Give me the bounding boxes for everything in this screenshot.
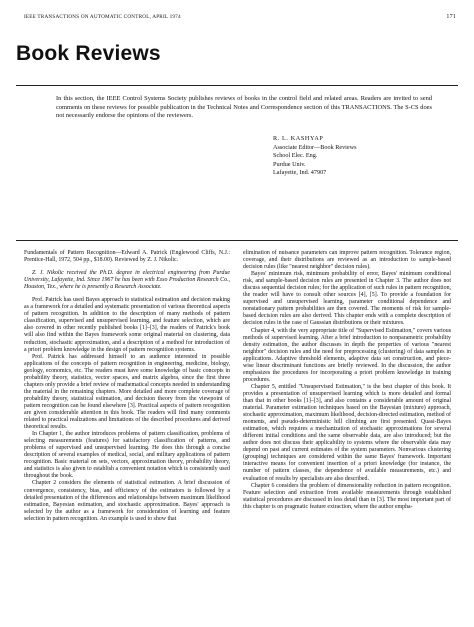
left-column bbox=[24, 250, 230, 523]
review-paragraph: elimination of nuisance parameters can improve pattern recognition. Tolerance region, coverage, and their distributions are reviewed as an introduction to sample-based decision rules (like "nearest neighbor" decision rules). bbox=[243, 250, 451, 271]
editor-address bbox=[273, 135, 357, 178]
review-paragraph: Chapter 4, with the very appropriate title of "Supervised Estimation," covers various methods of supervised learning. After a brief introduction to nonparametric probability density estimation, the author discusses in depth the properties of various "nearest neighbor" decision rules and the need for preprocessing (clustering) of data samples in applications. Adaptive threshold elements, adaptive data set construction, and piece-wise linear discriminant functions are briefly reviewed. In the discussion, the author emphasizes the procedures for incorporating a priori problem knowledge in training procedures. bbox=[243, 327, 451, 383]
editor-title: Associate Editor—Book Reviews bbox=[273, 143, 357, 151]
reviewer-bio: Z. J. Nikolic received the Ph.D. degree in electrical engineering from Purdue University, Lafayette, Ind. Since 1967 he has been with Esso Production Research Co., Houston, Tex., where he is presently a Research Associate. bbox=[24, 270, 230, 291]
review-paragraph: Prof. Patrick has addressed himself to an audience interested in possible applications of the concepts of pattern recognition in engineering, medicine, biology, geology, economics, etc. The readers must have some knowledge of basic concepts in probability theory, statistics, vector spaces, and matrix algebra, since the first three chapters only provide a brief review of mathematical concepts needed in understanding the material in the remaining chapters. More detailed and more complete coverage of probability theory, statistical estimation, and decision theory from the viewpoint of pattern recognition can be found elsewhere [3]. Practical aspects of pattern recognition are given considerable attention in this book. The readers will find many comments related to practical realizations and limitations of the described procedures and derived theoretical results. bbox=[24, 353, 230, 431]
intro-bottom-divider bbox=[16, 240, 458, 241]
running-title: IEEE TRANSACTIONS ON AUTOMATIC CONTROL, APRIL 1974 bbox=[24, 14, 181, 20]
section-intro: In this section, the IEEE Control Systems Society publishes reviews of books in the control field and related areas. Readers are invited to send comments on these reviews for possible publication in the Technical Notes and Correspondence section of this TRANSACTIONS. The S-CS does not necessarily endorse the opinions of the reviewers. bbox=[56, 95, 432, 120]
review-paragraph: Chapter 5, entitled "Unsupervised Estimation," is the best chapter of this book. It provides a presentation of unsupervised learning which is more detailed and formal than that in other books [1]–[3], and also contains a considerable amount of original material. Parameter estimation techniques based on the Bayesian (mixture) approach, stochastic approximation, maximum likelihood, decision-directed estimation, method of moments, and pseudo-deterministic hill climbing are first presented. Quasi-Bayes estimation, which requires a mechanization of stochastic approximations for several different initial conditions and the same observable data, are also introduced; but the author does not discuss their applicability to systems where the observable data may depend on past and current estimates of the system parameters. Nonvarious clustering (grouping) techniques are considered within the same Bayes' framework. Important interactive means for convenient insertion of a priori knowledge (for instance, the number of pattern classes, the dependence of available measurements, etc.) and evaluation of results by specialists are also described. bbox=[243, 383, 451, 482]
editor-university: Purdue Univ. bbox=[273, 160, 306, 168]
review-paragraph: Prof. Patrick has used Bayes approach to statistical estimation and decision making as a framework for a detailed and systematic presentation of various theoretical aspects of pattern recognition. In addition to the description of many methods of pattern classification, supervised and unsupervised learning, and feature selection, which are also covered in other recently published books [1]–[3], the readers of Patrick's book will also find within the Bayes framework some original material on clustering, data reduction, stochastic approximation, and a description of a method for introduction of a priori problem knowledge in the design of pattern recognition systems. bbox=[24, 297, 230, 353]
review-paragraph: Chapter 6 considers the problem of dimensionality reduction in pattern recognition. Feature selection and extraction from available measurements through established statistical procedures are discussed in less detail than in [3]. The most important part of this chapter is on pragmatic feature extraction, where the author empha- bbox=[243, 482, 451, 510]
top-divider bbox=[16, 85, 458, 86]
page-number: 171 bbox=[446, 14, 456, 20]
right-column bbox=[243, 250, 451, 511]
book-citation: Fundamentals of Pattern Recognition—Edward A. Patrick (Englewood Cliffs, N.J.: Prentice-Hall, 1972, 504 pp., $18.00). Reviewed by Z. J. Nikolic. bbox=[24, 250, 230, 264]
editor-name: R. L. KASHYAP bbox=[273, 135, 324, 142]
review-paragraph: Bayes' minimum risk, minimum probability of error, Bayes' minimum conditional risk, and sample-based decision rules are presented in Chapter 3. The author does not discuss sequential decision rules; for the application of such rules in pattern recognition, the reader will have to consult other sources [4], [5]. To provide a foundation for supervised and unsupervised learning, parameter conditional dependence and nonstationary pattern probabilities are then covered. The moments of risk for sample-based decision rules are also derived. This chapter ends with a complete description of decision rules in the case of Gaussian distributions or their mixtures. bbox=[243, 271, 451, 327]
editor-school: School Elec. Eng. bbox=[273, 152, 318, 159]
section-title: Book Reviews bbox=[16, 42, 161, 65]
editor-city: Lafayette, Ind. 47907 bbox=[273, 169, 327, 176]
review-paragraph: Chapter 2 considers the elements of statistical estimation. A brief discussion of convergence, consistency, bias, and efficiency of the estimators is followed by a detailed presentation of the differences and relationships between maximum likelihood estimation, Bayesian estimation, and stochastic approximation. Bayes' approach is selected by the author as a framework for consideration of learning and feature selection in pattern recognition. An example is used to show that bbox=[24, 480, 230, 522]
review-paragraph: In Chapter 1, the author introduces problems of pattern classification, problems of selecting measurements (features) for satisfactory classification of patterns, and problems of supervised and unsupervised learning. He does this through a concise description of several examples of medical, social, and military applications of pattern recognition. Basic material on sets, vectors, approximation theory, probability theory, and statistics is also given to establish a convenient notation which is consistently used throughout the book. bbox=[24, 431, 230, 480]
